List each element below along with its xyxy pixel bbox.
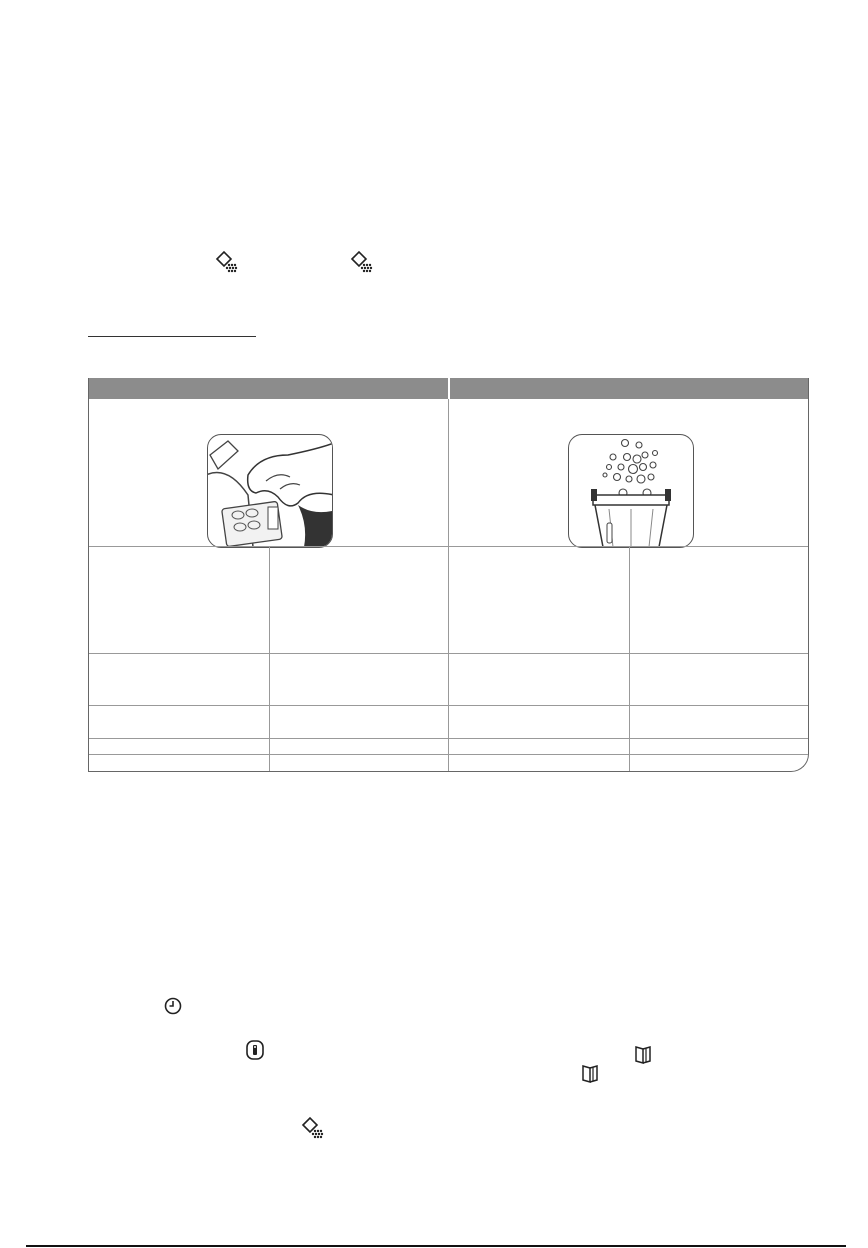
table-header-separator — [448, 378, 450, 399]
eco-spray-icon — [349, 250, 375, 274]
eco-spray-icon — [300, 1116, 326, 1140]
clock-icon — [163, 996, 183, 1016]
table-column-divider — [629, 546, 630, 772]
comparison-table — [88, 378, 809, 772]
section-heading-underline — [88, 336, 256, 337]
eco-spray-icon — [214, 250, 240, 274]
illustration-dissolving-tub — [568, 434, 694, 548]
illustration-tablet-dispenser — [207, 434, 333, 548]
table-column-divider — [269, 546, 270, 772]
page-bottom-rule — [26, 1245, 846, 1247]
table-column-divider — [448, 399, 449, 546]
remote-start-icon — [245, 1039, 265, 1061]
manual-book-icon — [580, 1063, 600, 1085]
manual-book-icon — [633, 1044, 653, 1066]
table-column-divider — [448, 546, 449, 772]
